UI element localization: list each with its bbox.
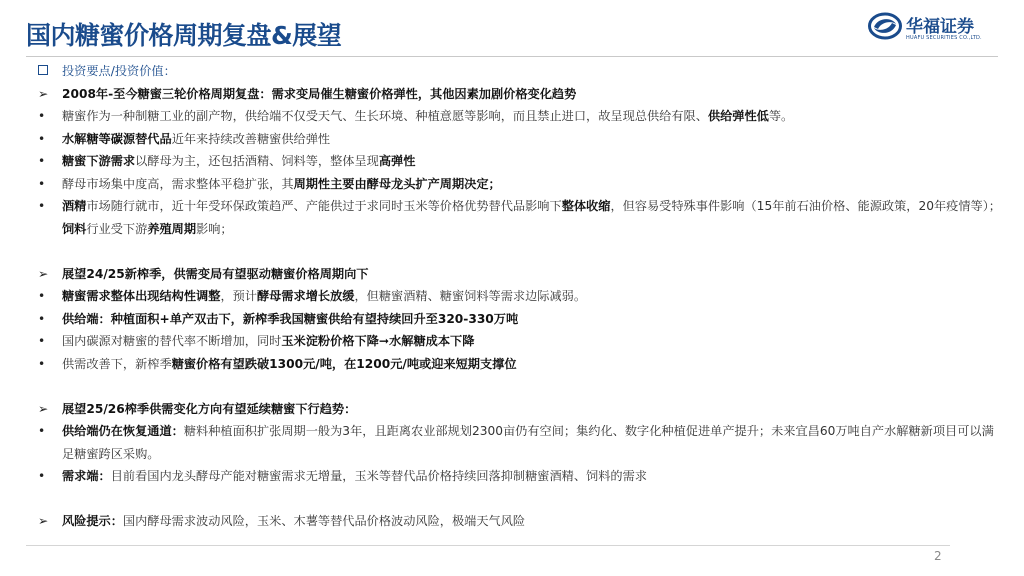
bullet-text: ，预计	[220, 289, 257, 303]
spacer	[38, 375, 1004, 398]
bullet-bold: 养殖周期	[147, 221, 197, 236]
bullet-arrow	[38, 398, 1004, 421]
dot-bullet-icon: •	[38, 154, 46, 168]
bullet-bold: 供给弹性低	[707, 109, 769, 123]
huafu-swirl-logo-icon	[868, 12, 902, 40]
risk-text: 国内酵母需求波动风险，玉米、木薯等替代品价格波动风险，极端天气风险	[122, 514, 526, 528]
bullet-bold: 需求端：	[62, 469, 111, 483]
spacer	[38, 488, 1004, 511]
bullet-dot	[38, 285, 1004, 308]
bullet-bold: 糖蜜需求整体出现结构性调整	[62, 289, 221, 303]
bullet-bold: 饲料	[62, 221, 87, 236]
risk-warning	[38, 510, 1004, 533]
bullet-arrow	[38, 83, 1004, 106]
bullet-text: ，但容易受特殊事件影响（15年前石油价格、能源政策，20年疫情等）；	[610, 199, 1001, 213]
dot-bullet-icon: •	[38, 109, 46, 123]
bullet-text: 酵母市场集中度高，需求整体平稳扩张，其	[62, 176, 294, 191]
dot-bullet-icon: •	[38, 356, 46, 371]
section-heading-text: 投资要点/投资价值：	[62, 64, 176, 78]
point-heading: 2008年-至今糖蜜三轮价格周期复盘：需求变局催生糖蜜价格弹性，其他因素加剧价格变化趋势	[62, 86, 577, 101]
bullet-bold: 周期性主要由酵母龙头扩产周期决定；	[293, 176, 501, 191]
bullet-dot	[38, 128, 1004, 151]
dot-bullet-icon: •	[38, 334, 46, 348]
bullet-bold: 供给端仍在恢复通道：	[62, 424, 184, 438]
arrow-bullet-icon: ➢	[38, 401, 49, 416]
dot-bullet-icon: •	[38, 131, 46, 146]
bullet-text: 以酵母为主，还包括酒精、饲料等，整体呈现	[135, 154, 379, 168]
logo-text-en: HUAFU SECURITIES CO.,LTD.	[906, 35, 982, 41]
bullet-text: 影响；	[196, 221, 233, 236]
bullet-bold: 水解糖等碳源替代品	[62, 131, 172, 146]
checkbox-square-icon	[38, 60, 56, 83]
dot-bullet-icon: •	[38, 469, 46, 483]
title-divider	[26, 56, 998, 57]
dot-bullet-icon: •	[38, 311, 46, 326]
risk-label: 风险提示：	[62, 514, 123, 528]
bullet-text: ，但糖蜜酒精、糖蜜饲料等需求边际减弱。	[354, 289, 587, 303]
bullet-text: 糖蜜作为一种制糖工业的副产物，供给端不仅受天气、生长环境、种植意愿等影响，而且禁止进口，故呈现总供给有限、	[62, 109, 708, 123]
bullet-dot	[38, 465, 1004, 488]
bullet-dot	[38, 308, 1004, 331]
bullet-bold: 糖蜜下游需求	[62, 154, 136, 168]
point-heading: 展望24/25新榨季，供需变局有望驱动糖蜜价格周期向下	[62, 266, 369, 281]
dot-bullet-icon: •	[38, 424, 46, 438]
bullet-dot	[38, 105, 1004, 128]
dot-bullet-icon: •	[38, 176, 46, 191]
bullet-dot	[38, 420, 1004, 465]
slide-body	[38, 60, 1004, 533]
bullet-bold: 酵母需求增长放缓	[257, 289, 355, 303]
bullet-text: 市场随行就市，近十年受环保政策趋严、产能供过于求同时玉米等价格优势替代品影响下	[86, 199, 562, 213]
bullet-text: 行业受下游	[86, 221, 148, 236]
bullet-text: 目前看国内龙头酵母产能对糖蜜需求无增量，玉米等替代品价格持续回落抑制糖蜜酒精、饲料的需求	[110, 469, 647, 483]
bullet-text: 供需改善下，新榨季	[62, 356, 172, 371]
bullet-dot	[38, 173, 1004, 196]
arrow-bullet-icon: ➢	[38, 86, 49, 101]
company-logo	[868, 10, 998, 46]
bullet-dot	[38, 330, 1004, 353]
dot-bullet-icon: •	[38, 289, 46, 303]
arrow-bullet-icon: ➢	[38, 514, 49, 528]
arrow-bullet-icon: ➢	[38, 266, 49, 281]
spacer	[38, 240, 1004, 263]
bullet-bold: 高弹性	[378, 154, 416, 168]
bullet-arrow	[38, 263, 1004, 286]
bullet-dot	[38, 150, 1004, 173]
bullet-text: 近年来持续改善糖蜜供给弹性	[171, 131, 331, 146]
bullet-text: 等。	[768, 109, 794, 123]
bullet-dot	[38, 195, 1004, 240]
page-title: 国内糖蜜价格周期复盘&展望	[26, 21, 342, 50]
bullet-bold: 酒精	[62, 199, 87, 213]
section-heading	[38, 60, 1004, 83]
bullet-text: 国内碳源对糖蜜的替代率不断增加，同时	[62, 334, 282, 348]
point-heading: 展望25/26榨季供需变化方向有望延续糖蜜下行趋势：	[62, 401, 357, 416]
bullet-bold: 整体收缩	[561, 199, 611, 213]
bullet-dot	[38, 353, 1004, 376]
footer-divider	[26, 545, 950, 546]
dot-bullet-icon: •	[38, 199, 46, 213]
bullet-bold: 玉米淀粉价格下降➞水解糖成本下降	[281, 334, 475, 348]
bullet-text: 糖料种植面积扩张周期一般为3年，且距离农业部规划2300亩仍有空间；集约化、数字化种植促进单产提升；未来宜昌60万吨自产水解糖新项目可以满足糖蜜跨区采购。	[62, 424, 994, 461]
bullet-bold: 糖蜜价格有望跌破1300元/吨，在1200元/吨或迎来短期支撑位	[171, 356, 517, 371]
logo-text-cn: 华福证券	[906, 17, 974, 37]
bullet-bold: 供给端：种植面积+单产双击下，新榨季我国糖蜜供给有望持续回升至320-330万吨	[62, 311, 519, 326]
page-number: 2	[934, 549, 942, 563]
